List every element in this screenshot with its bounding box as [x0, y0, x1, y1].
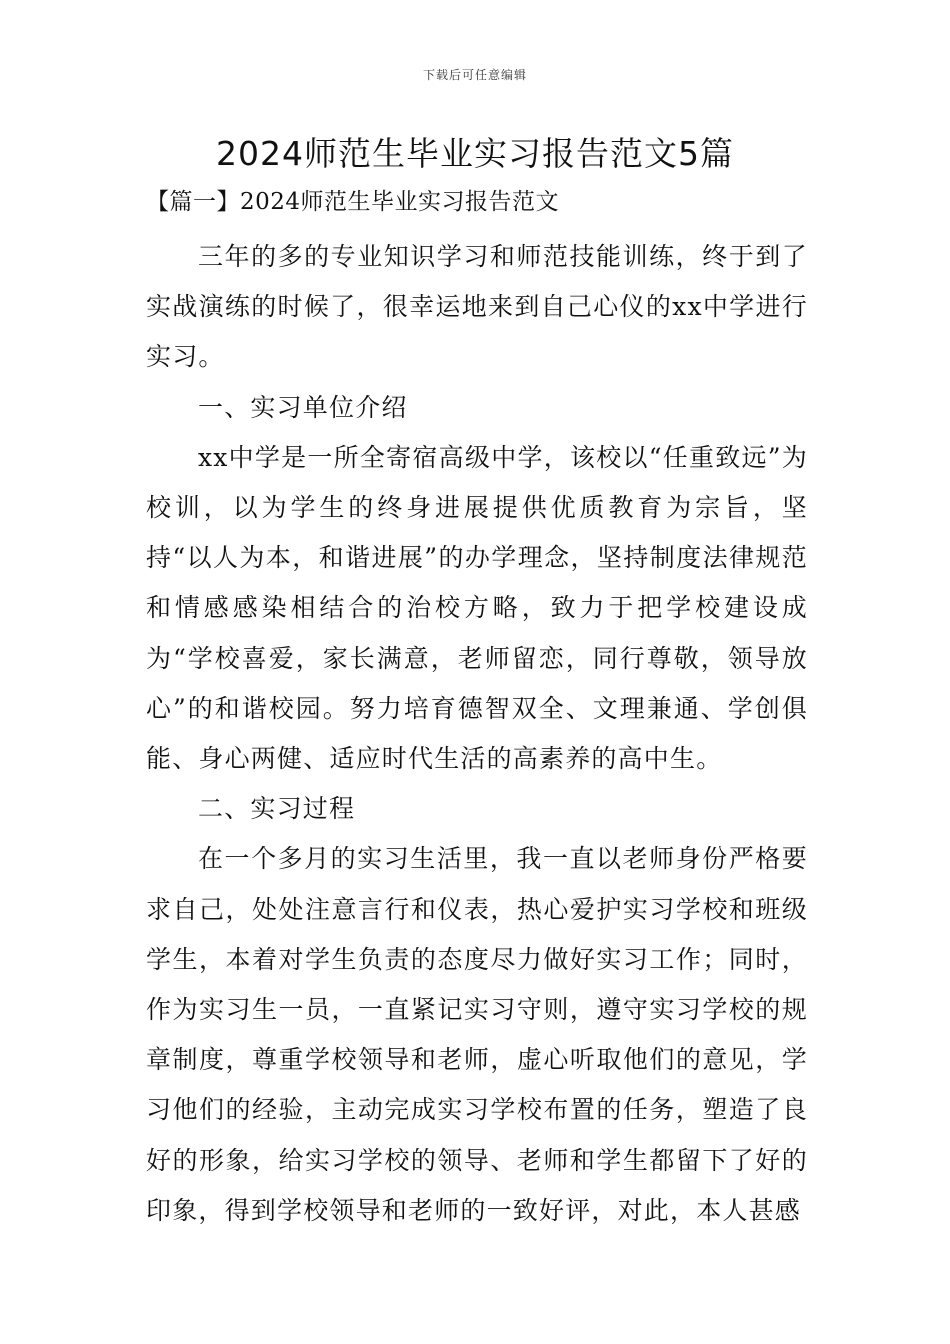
header-note: 下载后可任意编辑 [422, 68, 527, 82]
intro-paragraph: 三年的多的专业知识学习和师范技能训练，终于到了实战演练的时候了，很幸运地来到自己心仪的xx中学进行实习。 [146, 242, 808, 372]
unit-intro-paragraph: xx中学是一所全寄宿高级中学，该校以“任重致远”为校训，以为学生的终身进展提供优质教育为宗旨，坚持“以人为本，和谐进展”的办学理念，坚持制度法律规范和情感感染相结合的治校方略，致力于把学校建设成为“学校喜爱，家长满意，老师留恋，同行尊敬，领导放心”的和谐校园。努力培育德智双全、文理兼通、学创俱能、身心两健、适应时代生活的高素养的高中生。 [146, 442, 808, 774]
process-paragraph: 在一个多月的实习生活里，我一直以老师身份严格要求自己，处处注意言行和仪表，热心爱护实习学校和班级学生，本着对学生负责的态度尽力做好实习工作；同时，作为实习生一员，一直紧记实习守则，遵守实习学校的规章制度，尊重学校领导和老师，虚心听取他们的意见，学习他们的经验，主动完成实习学校布置的任务，塑造了良好的形象，给实习学校的领导、老师和学生都留下了好的印象，得到学校领导和老师的一致好评，对此，本人甚感 [146, 844, 808, 1225]
section-heading: 【篇一】2024师范生毕业实习报告范文 [146, 189, 560, 215]
subheading-unit-intro: 一、实习单位介绍 [198, 392, 408, 422]
document-body [146, 182, 808, 1236]
subheading-process: 二、实习过程 [198, 794, 356, 824]
document-title: 2024师范生毕业实习报告范文5篇 [216, 134, 734, 173]
